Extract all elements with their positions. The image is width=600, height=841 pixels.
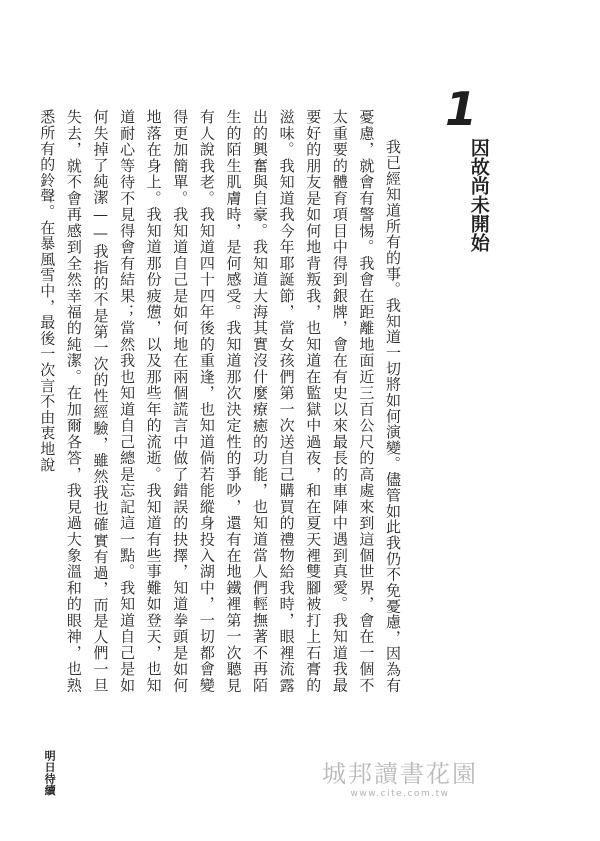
running-footer-book-title: 明日待續 [43,750,57,796]
watermark-url: www.cite.com.tw [350,789,450,799]
body-paragraph: 我已經知道所有的事。我知道一切將如何演變。儘管如此我仍不免憂慮，因為有憂慮，就會有警惕。我會在距離地面近三百公尺的高處來到這個世界，會在一個不太重要的體育項目中得到銀牌，會在有史以來最長的車陣中遇到真愛。我知道我最要好的朋友是如何地背叛我，也知道在監獄中過夜，和在夏天裡雙腳被打上石膏的滋味。我知道我今年耶誕節，當女孩們第一次送自己購買的禮物給我時，眼裡流露出的興奮與自豪。我知道大海其實沒什麼療癒的功能，也知道當人們輕撫著不再陌生的陌生肌膚時，是何感受。我知道那次決定性的爭吵，還有在地鐵裡第一次聽見有人說我老。我知道四十四年後的重逢，也知道倘若能縱身投入湖中，一切都會變得更加簡單。我知道自己是如何地在兩個謊言中做了錯誤的抉擇，知道拳頭是如何地落在身上。我知道那份疲憊，以及那些年的流逝。我知道有些事難如登天，也知道耐心等待不見得會有結果；當然我也知道自己總是忘記這一點。我知道自己是如何失掉了純潔——我指的不是第一次的性經驗，雖然我也確實有過，而是人們一旦失去，就不會再感到全然幸福的純潔。在加爾各答，我見過大象溫和的眼神，也熟悉所有的鈴聲。在暴風雪中，最後一次言不由衷地說 [38,109,402,693]
publisher-watermark [300,762,500,799]
chapter-title: 因故尚未開始 [467,138,490,252]
chapter-number: 1 [444,82,477,136]
chapter-body-text [38,109,406,693]
watermark-name: 城邦讀書花園 [322,760,478,788]
